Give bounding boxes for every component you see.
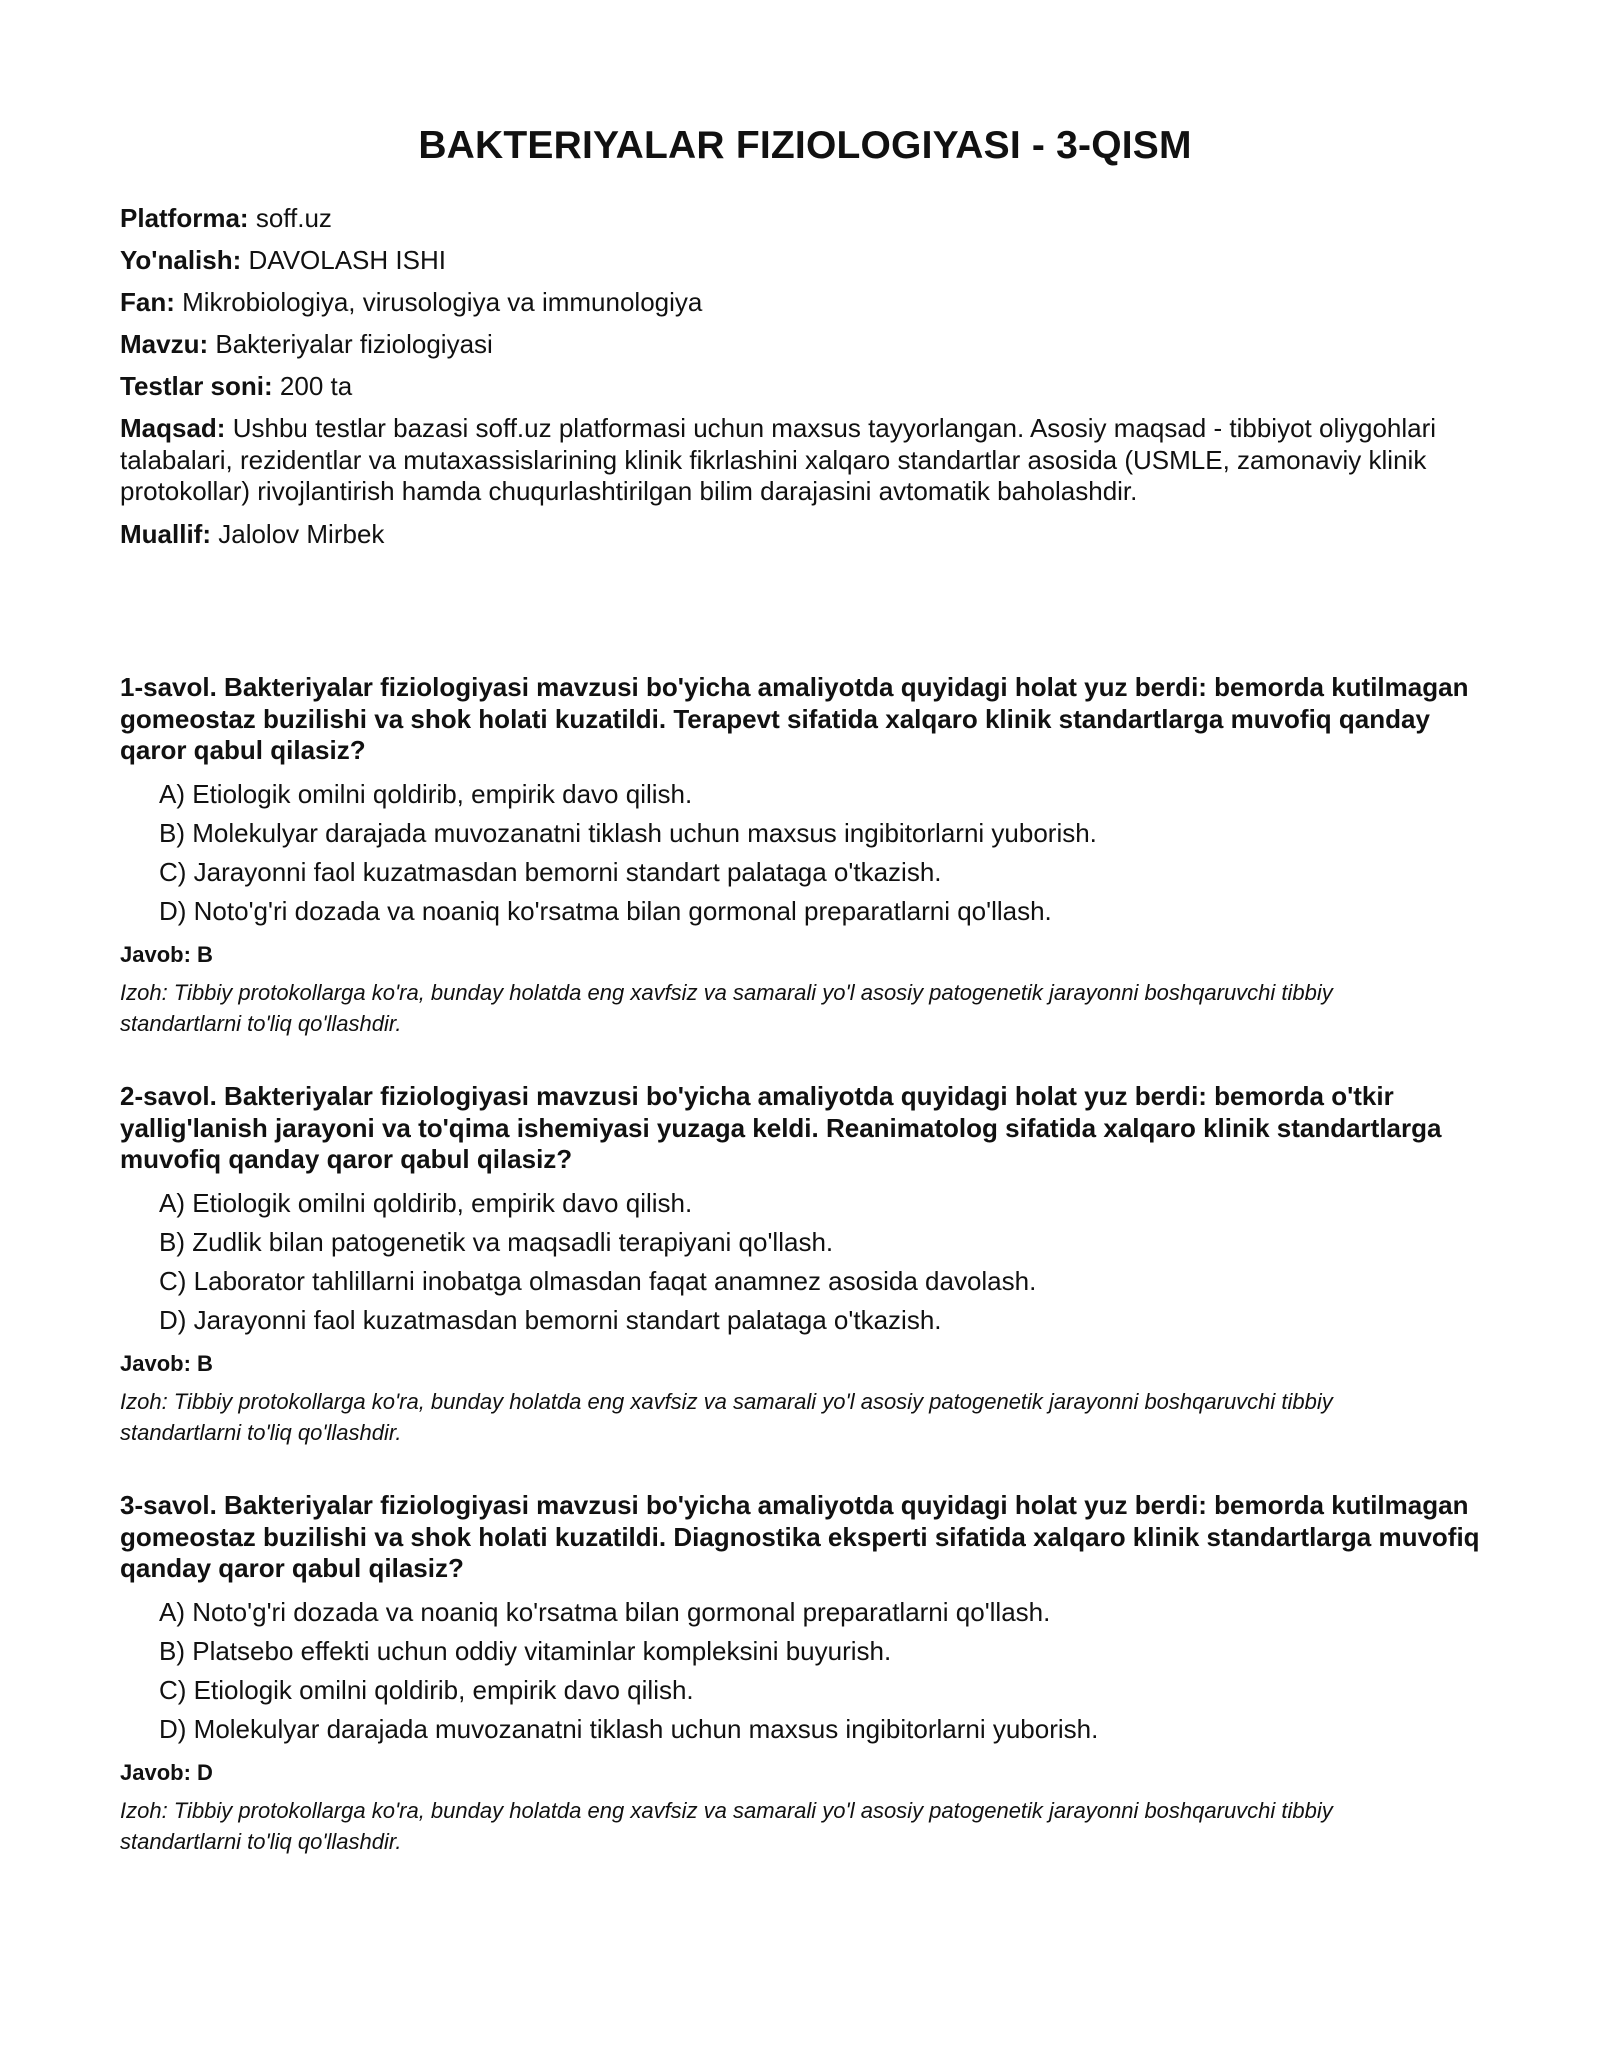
option-b: B) Molekulyar darajada muvozanatni tiklash uchun maxsus ingibitorlarni yuborish. xyxy=(159,817,1097,848)
option-a: A) Etiologik omilni qoldirib, empirik davo qilish. xyxy=(159,1187,693,1218)
answer-line: Javob: B xyxy=(120,1350,213,1376)
option-d: D) Jarayonni faol kuzatmasdan bemorni standart palataga o'tkazish. xyxy=(159,1304,942,1335)
meta-value: Jalolov Mirbek xyxy=(218,518,385,549)
question-text: 2-savol. Bakteriyalar fiziologiyasi mavzusi bo'yicha amaliyotda quyidagi holat yuz berdi: bemorda o'tkir yallig'lanish jarayoni va to'qima ishemiyasi yuzaga keldi. Reanimatolog sifatida xalqaro klinik standartlarga muvofiq qanday qaror qabul qilasiz? xyxy=(120,1081,1442,1174)
meta-value: soff.uz xyxy=(255,203,332,233)
option-c: C) Etiologik omilni qoldirib, empirik davo qilish. xyxy=(159,1674,694,1705)
option-b: B) Platsebo effekti uchun oddiy vitaminlar kompleksini buyurish. xyxy=(159,1635,892,1666)
meta-value: 200 ta xyxy=(279,371,353,401)
meta-value: DAVOLASH ISHI xyxy=(248,245,446,275)
question-text: 3-savol. Bakteriyalar fiziologiyasi mavzusi bo'yicha amaliyotda quyidagi holat yuz berdi: bemorda kutilmagan gomeostaz buzilishi va shok holati kuzatildi. Diagnostika eksperti sifatida xalqaro klinik standartlarga muvofiq qanday qaror qabul qilasiz? xyxy=(120,1490,1480,1583)
option-list xyxy=(120,1593,1490,1749)
meta-platform xyxy=(120,203,1480,234)
option-list xyxy=(120,775,1490,931)
meta-purpose xyxy=(120,413,1480,508)
explanation-note: Izoh: Tibbiy protokollarga ko'ra, bunday holatda eng xavfsiz va samarali yo'l asosiy patogenetik jarayonni boshqaruvchi tibbiy standartlarni to'liq qo'llashdir. xyxy=(120,979,1333,1036)
meta-author xyxy=(120,519,1480,550)
meta-direction xyxy=(120,245,1480,276)
option-d: D) Noto'g'ri dozada va noaniq ko'rsatma bilan gormonal preparatlarni qo'llash. xyxy=(159,895,1052,926)
meta-topic xyxy=(120,329,1480,360)
option-list xyxy=(120,1184,1490,1340)
option-a: A) Etiologik omilni qoldirib, empirik davo qilish. xyxy=(159,778,693,809)
document-meta xyxy=(120,203,1480,561)
question-2 xyxy=(120,1081,1490,1490)
meta-subject xyxy=(120,287,1480,318)
meta-label: Yo'nalish: xyxy=(120,245,242,275)
option-b: B) Zudlik bilan patogenetik va maqsadli terapiyani qo'llash. xyxy=(159,1226,834,1257)
meta-value: Bakteriyalar fiziologiyasi xyxy=(215,329,493,359)
meta-value: Mikrobiologiya, virusologiya va immunologiya xyxy=(182,287,703,317)
question-1 xyxy=(120,672,1490,1081)
option-c: C) Laborator tahlillarni inobatga olmasdan faqat anamnez asosida davolash. xyxy=(159,1265,1037,1296)
meta-label: Fan: xyxy=(120,287,175,317)
document-title: BAKTERIYALAR FIZIOLOGIYASI - 3-QISM xyxy=(418,124,1192,167)
option-c: C) Jarayonni faol kuzatmasdan bemorni standart palataga o'tkazish. xyxy=(159,856,942,887)
answer-line: Javob: B xyxy=(120,941,213,967)
meta-label: Testlar soni: xyxy=(120,371,273,401)
question-text: 1-savol. Bakteriyalar fiziologiyasi mavzusi bo'yicha amaliyotda quyidagi holat yuz berdi: bemorda kutilmagan gomeostaz buzilishi va shok holati kuzatildi. Terapevt sifatida xalqaro klinik standartlarga muvofiq qanday qaror qabul qilasiz? xyxy=(120,672,1469,765)
option-d: D) Molekulyar darajada muvozanatni tiklash uchun maxsus ingibitorlarni yuborish. xyxy=(159,1713,1099,1744)
meta-label: Mavzu: xyxy=(120,329,209,359)
meta-label: Platforma: xyxy=(120,203,249,233)
question-list xyxy=(120,672,1490,1899)
meta-label: Maqsad: xyxy=(120,413,226,443)
meta-value: Ushbu testlar bazasi soff.uz platformasi uchun maxsus tayyorlangan. Asosiy maqsad - tibbiyot oliygohlari talabalari, rezidentlar va mutaxassislarining klinik fikrlashini xalqaro standartlar asosida (USMLE, zamonaviy klinik protokollar) rivojlantirish hamda chuqurlashtirilgan bilim darajasini avtomatik baholashdir. xyxy=(120,413,1437,506)
explanation-note: Izoh: Tibbiy protokollarga ko'ra, bunday holatda eng xavfsiz va samarali yo'l asosiy patogenetik jarayonni boshqaruvchi tibbiy standartlarni to'liq qo'llashdir. xyxy=(120,1388,1333,1445)
explanation-note: Izoh: Tibbiy protokollarga ko'ra, bunday holatda eng xavfsiz va samarali yo'l asosiy patogenetik jarayonni boshqaruvchi tibbiy standartlarni to'liq qo'llashdir. xyxy=(120,1797,1333,1854)
meta-test-count xyxy=(120,371,1480,402)
answer-line: Javob: D xyxy=(120,1759,213,1785)
option-a: A) Noto'g'ri dozada va noaniq ko'rsatma bilan gormonal preparatlarni qo'llash. xyxy=(159,1596,1051,1627)
meta-label: Muallif: xyxy=(120,518,211,549)
question-3 xyxy=(120,1490,1490,1899)
